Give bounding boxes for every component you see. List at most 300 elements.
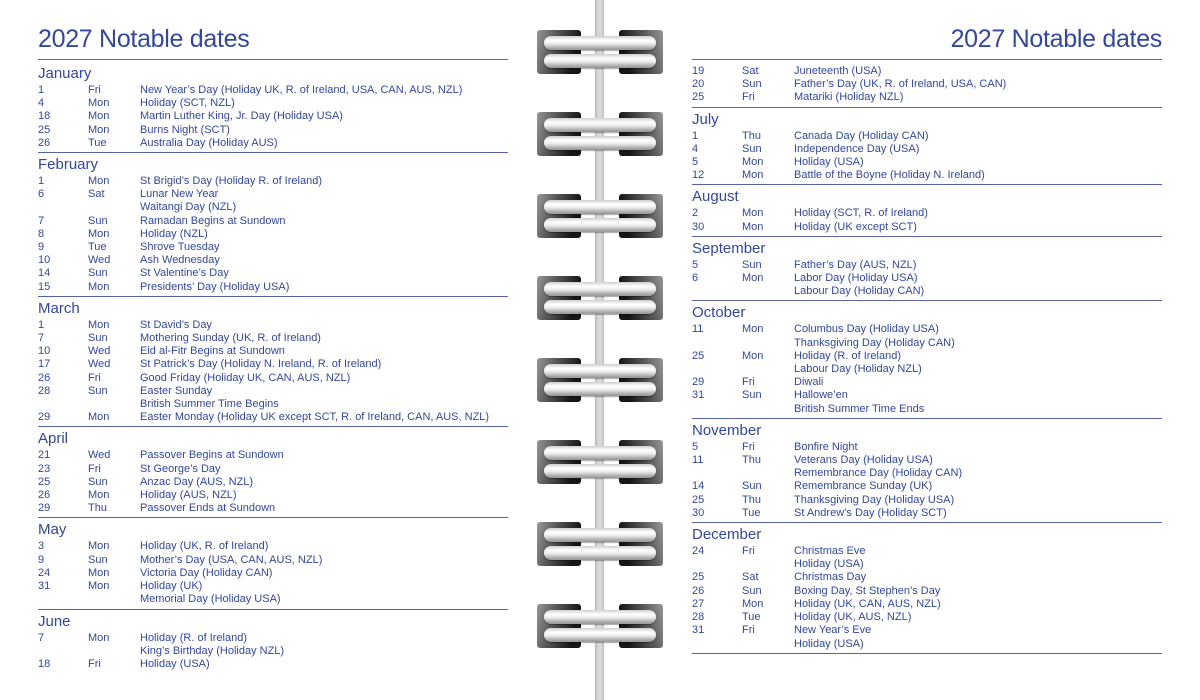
weekday: Thu — [742, 454, 761, 467]
event-descriptions — [140, 188, 508, 214]
event-descriptions — [794, 389, 1162, 415]
weekday: Wed — [88, 358, 111, 371]
event-row — [38, 215, 508, 228]
date-number: 4 — [38, 97, 45, 110]
event-descriptions — [140, 215, 508, 228]
event-descriptions — [140, 110, 508, 123]
right-page — [692, 24, 1162, 657]
event-row — [692, 130, 1162, 143]
event-description: St David’s Day — [140, 318, 212, 331]
binding-wire-top — [544, 36, 656, 50]
weekday: Sat — [88, 188, 105, 201]
event-row — [692, 507, 1162, 520]
weekday: Mon — [742, 220, 764, 233]
month-section — [692, 526, 1162, 654]
event-descriptions — [794, 272, 1162, 298]
event-description: Holiday (R. of Ireland) — [794, 349, 901, 362]
event-row — [38, 241, 508, 254]
event-description: Father’s Day (UK, R. of Ireland, USA, CAN) — [794, 78, 1007, 91]
weekday: Fri — [742, 91, 755, 104]
event-row — [38, 97, 508, 110]
weekday: Mon — [742, 207, 764, 220]
event-description: Victoria Day (Holiday CAN) — [140, 566, 273, 579]
event-description: Presidents’ Day (Holiday USA) — [140, 280, 290, 293]
event-descriptions — [794, 130, 1162, 143]
event-row — [38, 110, 508, 123]
event-descriptions — [794, 454, 1162, 480]
event-descriptions — [794, 323, 1162, 349]
event-row — [692, 91, 1162, 104]
event-descriptions — [794, 494, 1162, 507]
date-number: 5 — [692, 258, 699, 271]
month-header: April — [38, 430, 69, 448]
event-descriptions — [140, 241, 508, 254]
event-description: New Year’s Eve — [794, 624, 872, 637]
weekday: Tue — [742, 611, 761, 624]
event-description: Holiday (UK, AUS, NZL) — [794, 611, 912, 624]
weekday: Mon — [88, 227, 110, 240]
event-row — [38, 228, 508, 241]
event-descriptions — [140, 658, 508, 671]
spiral-binding — [537, 30, 663, 648]
date-number: 30 — [692, 220, 705, 233]
event-description: Holiday (SCT, NZL) — [140, 97, 235, 110]
event-row — [38, 281, 508, 294]
month-header: March — [38, 299, 80, 317]
event-row — [692, 454, 1162, 480]
event-descriptions — [140, 476, 508, 489]
event-descriptions — [140, 463, 508, 476]
weekday: Fri — [88, 657, 101, 670]
weekday: Mon — [88, 110, 110, 123]
month-section — [692, 304, 1162, 418]
weekday: Mon — [88, 540, 110, 553]
binding-wire-bottom — [544, 218, 656, 232]
weekday: Sun — [88, 384, 108, 397]
weekday: Sun — [742, 142, 762, 155]
event-row — [38, 175, 508, 188]
event-description: Hallowe’en — [794, 389, 848, 402]
weekday: Mon — [88, 97, 110, 110]
event-descriptions — [794, 441, 1162, 454]
event-row — [692, 585, 1162, 598]
event-descriptions — [794, 376, 1162, 389]
event-description: New Year’s Day (Holiday UK, R. of Ireland, USA, CAN, AUS, NZL) — [140, 84, 463, 96]
event-description: Diwali — [794, 376, 824, 389]
event-description: Battle of the Boyne (Holiday N. Ireland) — [794, 169, 985, 182]
date-number: 25 — [692, 91, 705, 104]
weekday: Mon — [88, 631, 110, 644]
event-description: Holiday (UK, CAN, AUS, NZL) — [794, 597, 941, 610]
event-description: Waitangi Day (NZL) — [140, 201, 237, 214]
event-descriptions — [140, 332, 508, 345]
month-header: May — [38, 521, 67, 539]
event-descriptions — [140, 345, 508, 358]
month-header: December — [692, 526, 762, 544]
event-row — [38, 476, 508, 489]
binding-wire-top — [544, 118, 656, 132]
event-row — [692, 598, 1162, 611]
weekday: Sun — [742, 389, 762, 402]
event-descriptions — [794, 65, 1162, 78]
date-number: 6 — [38, 188, 45, 201]
weekday: Sat — [742, 65, 759, 77]
event-description: St Brigid’s Day (Holiday R. of Ireland) — [140, 175, 322, 188]
event-description: Burns Night (SCT) — [140, 123, 230, 136]
event-description: St Patrick’s Day (Holiday N. Ireland, R. of Ireland) — [140, 358, 382, 371]
event-description: Holiday (UK) — [140, 580, 203, 593]
event-row — [38, 567, 508, 580]
event-descriptions — [140, 84, 508, 97]
event-descriptions — [140, 489, 508, 502]
event-row — [38, 449, 508, 462]
month-section — [38, 521, 508, 609]
weekday: Sun — [742, 258, 762, 271]
date-number: 4 — [692, 142, 699, 155]
date-number: 12 — [692, 169, 705, 182]
date-number: 24 — [692, 545, 705, 558]
month-header: February — [38, 156, 99, 174]
weekday: Sun — [88, 553, 108, 566]
binding-wire-top — [544, 200, 656, 214]
event-descriptions — [140, 175, 508, 188]
binding-ring — [537, 358, 663, 402]
date-number: 9 — [38, 241, 45, 254]
event-row — [692, 376, 1162, 389]
date-number: 7 — [38, 332, 45, 345]
event-descriptions — [794, 611, 1162, 624]
event-row — [38, 554, 508, 567]
date-number: 7 — [38, 214, 45, 227]
event-row — [38, 124, 508, 137]
event-description: Independence Day (USA) — [794, 142, 920, 155]
month-section — [692, 422, 1162, 523]
event-row — [38, 580, 508, 606]
event-row — [692, 323, 1162, 349]
event-row — [38, 188, 508, 214]
event-descriptions — [140, 502, 508, 515]
month-sections — [38, 65, 508, 673]
weekday: Mon — [742, 349, 764, 362]
event-description: Labour Day (Holiday CAN) — [794, 285, 925, 298]
date-number: 5 — [692, 440, 699, 453]
weekday: Mon — [742, 156, 764, 169]
date-number: 1 — [38, 84, 45, 96]
date-number: 31 — [692, 624, 705, 637]
event-description: Ash Wednesday — [140, 254, 220, 267]
binding-ring — [537, 522, 663, 566]
date-number: 27 — [692, 597, 705, 610]
binding-ring — [537, 194, 663, 238]
event-description: British Summer Time Begins — [140, 398, 279, 411]
event-description: Thanksgiving Day (Holiday USA) — [794, 493, 955, 506]
binding-ring — [537, 604, 663, 648]
event-description: Anzac Day (AUS, NZL) — [140, 475, 254, 488]
event-row — [38, 319, 508, 332]
event-row — [692, 545, 1162, 571]
month-section — [38, 430, 508, 518]
date-number: 6 — [692, 272, 699, 285]
event-description: Remembrance Day (Holiday CAN) — [794, 467, 963, 480]
weekday: Mon — [742, 169, 764, 182]
event-description: Passover Begins at Sundown — [140, 449, 284, 462]
date-number: 18 — [38, 110, 51, 123]
event-descriptions — [140, 281, 508, 294]
date-number: 9 — [38, 553, 45, 566]
event-description: Matariki (Holiday NZL) — [794, 91, 904, 104]
event-descriptions — [794, 571, 1162, 584]
event-row — [38, 372, 508, 385]
month-header: July — [692, 110, 719, 128]
event-row — [38, 84, 508, 97]
event-row — [38, 267, 508, 280]
event-row — [38, 332, 508, 345]
event-descriptions — [794, 259, 1162, 272]
weekday: Fri — [88, 371, 101, 384]
binding-wire-top — [544, 364, 656, 378]
event-descriptions — [140, 385, 508, 411]
date-number: 21 — [38, 449, 51, 462]
event-description: Holiday (UK, R. of Ireland) — [140, 540, 269, 553]
month-header: January — [38, 65, 92, 82]
event-description: St Andrew’s Day (Holiday SCT) — [794, 506, 947, 519]
date-number: 10 — [38, 345, 51, 358]
event-description: Canada Day (Holiday CAN) — [794, 129, 929, 142]
date-number: 7 — [38, 631, 45, 644]
date-number: 26 — [692, 584, 705, 597]
weekday: Sun — [88, 332, 108, 345]
weekday: Fri — [88, 462, 101, 475]
event-descriptions — [794, 598, 1162, 611]
event-description: Holiday (SCT, R. of Ireland) — [794, 207, 928, 220]
date-number: 26 — [38, 489, 51, 502]
weekday: Fri — [88, 84, 101, 96]
weekday: Thu — [742, 129, 761, 142]
event-descriptions — [140, 580, 508, 606]
weekday: Mon — [88, 411, 110, 424]
event-description: Bonfire Night — [794, 440, 858, 453]
event-row — [692, 156, 1162, 169]
event-description: Ramadan Begins at Sundown — [140, 214, 286, 227]
date-number: 25 — [692, 571, 705, 584]
binding-wire-bottom — [544, 54, 656, 68]
binding-wire-top — [544, 528, 656, 542]
event-description: Passover Ends at Sundown — [140, 502, 276, 515]
event-descriptions — [140, 567, 508, 580]
event-description: Good Friday (Holiday UK, CAN, AUS, NZL) — [140, 371, 351, 384]
event-row — [38, 345, 508, 358]
weekday: Sun — [742, 480, 762, 493]
binding-ring — [537, 276, 663, 320]
event-row — [692, 259, 1162, 272]
event-description: Boxing Day, St Stephen’s Day — [794, 584, 941, 597]
event-description: Holiday (NZL) — [140, 227, 208, 240]
event-row — [38, 502, 508, 515]
event-description: Holiday (USA) — [140, 657, 210, 670]
weekday: Thu — [742, 493, 761, 506]
event-description: Eid al-Fitr Begins at Sundown — [140, 345, 285, 358]
event-row — [692, 272, 1162, 298]
page-title: 2027 Notable dates — [38, 24, 508, 60]
event-row — [692, 221, 1162, 234]
weekday: Tue — [88, 136, 107, 149]
binding-wire-bottom — [544, 382, 656, 396]
event-descriptions — [140, 411, 508, 424]
date-number: 28 — [692, 611, 705, 624]
month-header: August — [692, 188, 739, 206]
month-section — [38, 300, 508, 428]
binding-wire-bottom — [544, 546, 656, 560]
date-number: 23 — [38, 462, 51, 475]
event-description: Holiday (USA) — [794, 637, 864, 650]
event-description: Holiday (R. of Ireland) — [140, 631, 247, 644]
event-row — [692, 624, 1162, 650]
event-descriptions — [794, 350, 1162, 376]
weekday: Thu — [88, 502, 107, 515]
month-header: September — [692, 239, 766, 257]
weekday: Mon — [88, 175, 110, 188]
event-row — [692, 441, 1162, 454]
date-number: 8 — [38, 227, 45, 240]
date-number: 1 — [38, 175, 45, 188]
date-number: 5 — [692, 156, 699, 169]
date-number: 1 — [38, 318, 45, 331]
binding-ring — [537, 30, 663, 74]
event-descriptions — [140, 358, 508, 371]
date-number: 1 — [692, 129, 699, 142]
event-row — [38, 463, 508, 476]
event-row — [38, 254, 508, 267]
event-row — [692, 494, 1162, 507]
month-section — [38, 613, 508, 674]
date-number: 2 — [692, 207, 699, 220]
event-row — [38, 489, 508, 502]
event-description: Labour Day (Holiday NZL) — [794, 363, 922, 376]
event-description: Memorial Day (Holiday USA) — [140, 593, 281, 606]
date-number: 29 — [38, 411, 51, 424]
event-description: Juneteenth (USA) — [794, 65, 882, 77]
date-number: 15 — [38, 280, 51, 293]
event-descriptions — [140, 228, 508, 241]
event-descriptions — [140, 632, 508, 658]
event-row — [692, 169, 1162, 182]
month-section — [38, 65, 508, 153]
binding-wire-bottom — [544, 300, 656, 314]
event-row — [692, 389, 1162, 415]
binding-wire-top — [544, 282, 656, 296]
date-number: 30 — [692, 506, 705, 519]
weekday: Wed — [88, 254, 111, 267]
event-description: Christmas Day — [794, 571, 867, 584]
weekday: Sun — [88, 214, 108, 227]
event-row — [692, 480, 1162, 493]
binding-ring — [537, 112, 663, 156]
date-number: 31 — [692, 389, 705, 402]
binding-wire-top — [544, 446, 656, 460]
month-section — [38, 156, 508, 297]
event-description: Columbus Day (Holiday USA) — [794, 323, 939, 336]
weekday: Fri — [742, 376, 755, 389]
event-description: Holiday (USA) — [794, 558, 864, 571]
event-row — [692, 78, 1162, 91]
date-number: 14 — [38, 267, 51, 280]
binding-wire-bottom — [544, 628, 656, 642]
month-section — [692, 188, 1162, 236]
event-description: Australia Day (Holiday AUS) — [140, 136, 278, 149]
weekday: Sat — [742, 571, 759, 584]
weekday: Wed — [88, 449, 111, 462]
binding-wire-bottom — [544, 464, 656, 478]
weekday: Fri — [742, 545, 755, 558]
date-number: 10 — [38, 254, 51, 267]
event-descriptions — [794, 545, 1162, 571]
left-page — [38, 24, 508, 676]
weekday: Mon — [88, 489, 110, 502]
event-descriptions — [794, 91, 1162, 104]
weekday: Mon — [742, 323, 764, 336]
event-row — [38, 385, 508, 411]
event-descriptions — [794, 624, 1162, 650]
event-description: Veterans Day (Holiday USA) — [794, 454, 933, 467]
date-number: 20 — [692, 78, 705, 91]
event-descriptions — [794, 585, 1162, 598]
event-descriptions — [794, 143, 1162, 156]
date-number: 26 — [38, 371, 51, 384]
weekday: Fri — [742, 440, 755, 453]
date-number: 11 — [692, 454, 704, 467]
event-row — [38, 411, 508, 424]
weekday: Mon — [742, 272, 764, 285]
event-descriptions — [794, 207, 1162, 220]
event-row — [38, 137, 508, 150]
event-row — [692, 207, 1162, 220]
event-row — [692, 65, 1162, 78]
event-description: Shrove Tuesday — [140, 241, 220, 254]
event-description: Father’s Day (AUS, NZL) — [794, 258, 917, 271]
month-header: November — [692, 421, 762, 439]
date-number: 14 — [692, 480, 705, 493]
binding-wire-top — [544, 610, 656, 624]
event-descriptions — [140, 267, 508, 280]
weekday: Sun — [742, 78, 762, 91]
date-number: 3 — [38, 540, 45, 553]
date-number: 25 — [692, 493, 705, 506]
event-descriptions — [794, 169, 1162, 182]
weekday: Mon — [88, 566, 110, 579]
date-number: 18 — [38, 657, 51, 670]
date-number: 24 — [38, 566, 51, 579]
event-row — [38, 540, 508, 553]
event-row — [38, 632, 508, 658]
weekday: Tue — [88, 241, 107, 254]
date-number: 25 — [38, 123, 51, 136]
weekday: Tue — [742, 506, 761, 519]
page-title: 2027 Notable dates — [692, 24, 1162, 60]
event-description: St George’s Day — [140, 462, 221, 475]
event-description: Labor Day (Holiday USA) — [794, 272, 918, 285]
date-number: 25 — [38, 475, 51, 488]
month-section — [692, 111, 1162, 186]
weekday: Wed — [88, 345, 111, 358]
event-descriptions — [140, 319, 508, 332]
date-number: 25 — [692, 349, 705, 362]
date-number: 31 — [38, 580, 51, 593]
weekday: Fri — [742, 624, 755, 637]
event-description: Lunar New Year — [140, 188, 219, 201]
event-row — [38, 658, 508, 671]
month-header: June — [38, 612, 71, 630]
binding-wire-bottom — [544, 136, 656, 150]
